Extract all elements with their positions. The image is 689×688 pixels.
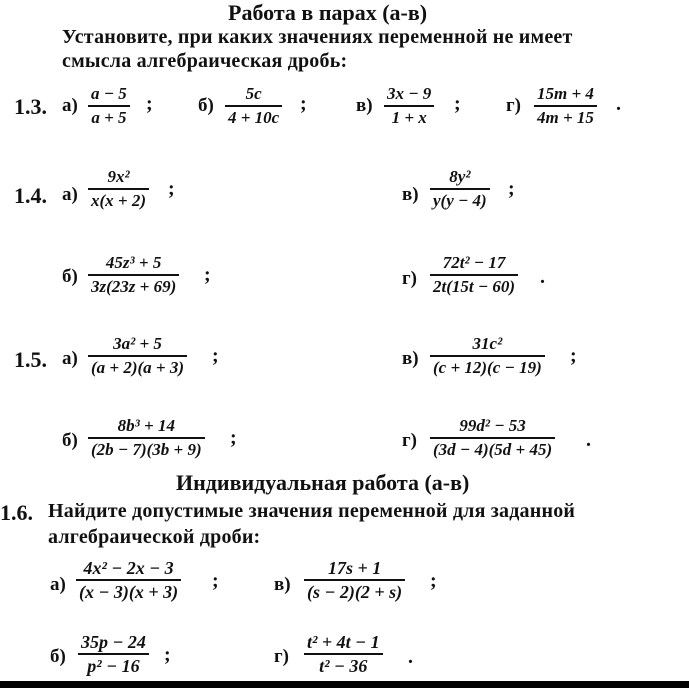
denominator: 1 + x: [391, 108, 427, 127]
item-label: б): [62, 266, 78, 287]
numerator: 5c: [245, 84, 262, 103]
section-title-pairs: Работа в парах (а-в): [228, 0, 428, 25]
fraction-1-4-b: [88, 253, 179, 297]
item-label: г): [506, 95, 521, 116]
denominator: 4 + 10c: [228, 108, 280, 127]
denominator: 4m + 15: [537, 108, 594, 127]
item-label: в): [274, 574, 291, 595]
fraction-bar: [430, 437, 555, 439]
denominator: (2b − 7)(3b + 9): [91, 440, 202, 459]
denominator: (3d − 4)(5d + 45): [433, 440, 553, 459]
denominator: a + 5: [91, 108, 127, 127]
punctuation: ;: [212, 345, 219, 367]
item-label: а): [62, 95, 78, 116]
denominator: p² − 16: [87, 656, 140, 676]
item-label: а): [50, 574, 66, 595]
fraction-1-5-b: [88, 416, 205, 460]
item-label: б): [198, 95, 214, 116]
fraction-bar: [78, 653, 149, 655]
fraction-bar: [534, 105, 597, 107]
fraction-1-6-v: [304, 558, 405, 602]
fraction-bar: [225, 105, 282, 107]
fraction-1-6-g: [304, 632, 383, 676]
instruction-line-2: смысла алгебраическая дробь:: [62, 50, 348, 72]
item-label: а): [62, 184, 78, 205]
problem-number-1-6: 1.6.: [0, 500, 33, 525]
numerator: 8y²: [449, 167, 471, 186]
fraction-bar: [88, 355, 187, 357]
punctuation: ;: [454, 93, 461, 115]
fraction-bar: [88, 437, 205, 439]
numerator: t² + 4t − 1: [307, 632, 380, 652]
item-label: в): [402, 348, 419, 369]
item-label: г): [274, 646, 289, 667]
fraction-bar: [88, 274, 179, 276]
numerator: 4x² − 2x − 3: [83, 558, 174, 578]
fraction-1-4-v: [430, 167, 490, 211]
fraction-1-3-g: [534, 84, 597, 128]
fraction-bar: [88, 105, 130, 107]
item-label: г): [402, 430, 417, 451]
fraction-1-6-a: [76, 558, 181, 602]
punctuation: ;: [168, 178, 175, 200]
punctuation: ;: [300, 93, 307, 115]
fraction-bar: [304, 579, 405, 581]
instruction-line-4: алгебраической дроби:: [48, 526, 261, 548]
instruction-line-1: Установите, при каких значениях переменной не имеет: [62, 26, 573, 48]
fraction-bar: [304, 653, 383, 655]
punctuation: ;: [508, 178, 515, 200]
fraction-bar: [430, 274, 518, 276]
punctuation: ;: [204, 264, 211, 286]
fraction-1-4-a: [88, 167, 149, 211]
problem-number-1-5: 1.5.: [14, 347, 47, 372]
numerator: 3x − 9: [387, 84, 432, 103]
problem-number-1-3: 1.3.: [14, 94, 47, 119]
denominator: x(x + 2): [91, 191, 147, 210]
punctuation: ;: [230, 427, 237, 449]
denominator: 3z(23z + 69): [91, 277, 177, 296]
fraction-1-5-a: [88, 334, 187, 378]
numerator: 45z³ + 5: [105, 253, 162, 272]
numerator: a − 5: [91, 84, 127, 103]
fraction-1-5-v: [430, 334, 545, 378]
item-label: г): [402, 268, 417, 289]
fraction-bar: [430, 355, 545, 357]
numerator: 35p − 24: [81, 632, 146, 652]
punctuation: ;: [212, 570, 219, 592]
punctuation: .: [540, 266, 545, 288]
fraction-bar: [384, 105, 434, 107]
numerator: 72t² − 17: [442, 253, 506, 272]
denominator: y(y − 4): [433, 191, 487, 210]
punctuation: ;: [164, 644, 171, 666]
denominator: (s − 2)(2 + s): [307, 582, 403, 602]
numerator: 99d² − 53: [459, 416, 526, 435]
punctuation: .: [616, 93, 621, 115]
numerator: 15m + 4: [537, 84, 594, 103]
item-label: в): [356, 95, 373, 116]
page-bottom-edge: [0, 681, 689, 688]
punctuation: ;: [570, 345, 577, 367]
denominator: (c + 12)(c − 19): [433, 358, 542, 377]
numerator: 8b³ + 14: [117, 416, 175, 435]
punctuation: ;: [146, 93, 153, 115]
fraction-1-3-a: [88, 84, 130, 128]
punctuation: .: [586, 429, 591, 451]
denominator: t² − 36: [319, 656, 368, 676]
item-label: в): [402, 184, 419, 205]
problem-number-1-4: 1.4.: [14, 183, 47, 208]
item-label: а): [62, 348, 78, 369]
fraction-1-6-b: [78, 632, 149, 676]
denominator: (a + 2)(a + 3): [91, 358, 185, 377]
numerator: 17s + 1: [327, 558, 382, 578]
fraction-1-3-b: [225, 84, 282, 128]
item-label: б): [62, 430, 78, 451]
fraction-1-4-g: [430, 253, 518, 297]
numerator: 9x²: [107, 167, 130, 186]
section-title-individual: Индивидуальная работа (а-в): [176, 470, 470, 495]
numerator: 31c²: [472, 334, 503, 353]
fraction-bar: [88, 188, 149, 190]
denominator: 2t(15t − 60): [433, 277, 516, 296]
fraction-bar: [76, 579, 181, 581]
denominator: (x − 3)(x + 3): [79, 582, 179, 602]
fraction-1-3-v: [384, 84, 434, 128]
numerator: 3a² + 5: [113, 334, 162, 353]
punctuation: .: [408, 646, 413, 668]
punctuation: ;: [430, 570, 437, 592]
fraction-bar: [430, 188, 490, 190]
fraction-1-5-g: [430, 416, 555, 460]
item-label: б): [50, 646, 66, 667]
instruction-line-3: Найдите допустимые значения переменной для заданной: [48, 500, 576, 522]
